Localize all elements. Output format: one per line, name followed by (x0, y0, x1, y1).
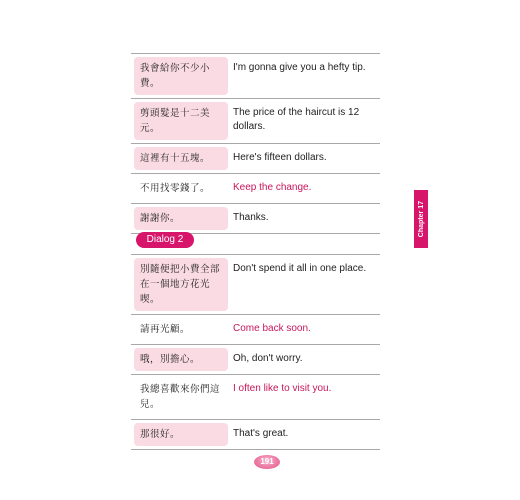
chinese-phrase: 我會給你不少小費。 (134, 57, 228, 95)
chapter-side-tab (414, 190, 428, 248)
chinese-phrase: 請再光顧。 (140, 324, 191, 335)
english-phrase: Come back soon. (233, 323, 311, 334)
english-phrase: Here's fifteen dollars. (233, 152, 327, 163)
english-phrase: That's great. (233, 428, 289, 439)
english-phrase: Oh, don't worry. (233, 353, 303, 364)
table-row (131, 53, 380, 98)
table-row (131, 173, 380, 203)
table-row (131, 314, 380, 344)
english-phrase: Keep the change. (233, 182, 312, 193)
english-phrase: Don't spend it all in one place. (233, 263, 367, 274)
page-number: 191 (254, 455, 280, 469)
table-row (131, 374, 380, 419)
table-row (131, 254, 380, 314)
english-phrase: I often like to visit you. (233, 383, 332, 394)
english-phrase: Thanks. (233, 212, 269, 223)
chinese-phrase: 別隨便把小費全部在一個地方花光喫。 (134, 258, 228, 311)
dialog-2-badge: Dialog 2 (136, 232, 194, 248)
english-phrase: The price of the haircut is 12 dollars. (233, 107, 360, 132)
chinese-phrase: 哦，別擔心。 (134, 348, 228, 371)
phrase-table-2 (131, 254, 380, 450)
phrase-table-1 (131, 53, 380, 234)
table-row (131, 344, 380, 374)
english-phrase: I'm gonna give you a hefty tip. (233, 62, 366, 73)
chinese-phrase: 不用找零錢了。 (140, 183, 211, 194)
table-row (131, 419, 380, 450)
chinese-phrase: 那很好。 (134, 423, 228, 446)
table-row (131, 143, 380, 173)
chapter-label: Chapter 17 (417, 200, 425, 238)
table-row (131, 203, 380, 234)
chinese-phrase: 這裡有十五塊。 (134, 147, 228, 170)
chinese-phrase: 剪頭髮是十二美元。 (134, 102, 228, 140)
chinese-phrase: 我總喜歡來你們這兒。 (140, 384, 221, 410)
table-row (131, 98, 380, 143)
chinese-phrase: 謝謝你。 (134, 207, 228, 230)
